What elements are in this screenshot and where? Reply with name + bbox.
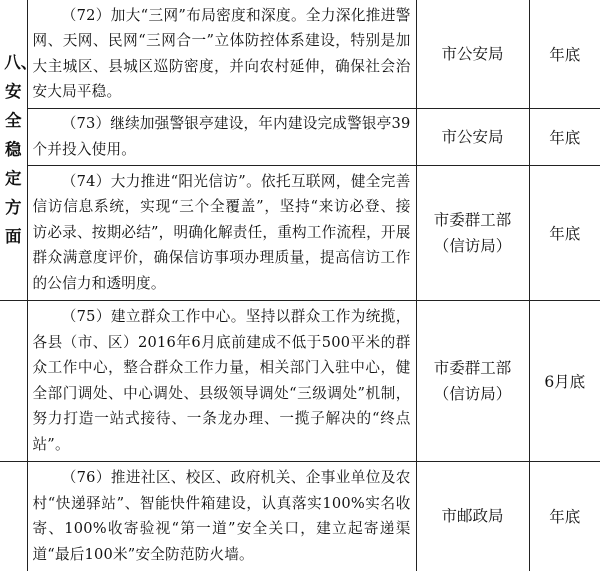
responsible-unit-cell: 市公安局 <box>416 108 529 165</box>
table-row <box>0 300 600 461</box>
deadline-cell: 年底 <box>529 461 600 571</box>
table-row <box>0 108 600 165</box>
task-cell: （74）大力推进“阳光信访”。依托互联网，健全完善信访信息系统，实现“三个全覆盖”，坚持“来访必登、接访必录、按期必结”，明确化解责任，重构工作流程，开展群众满意度评价，确保信访事项办理质量，提高信访工作的公信力和透明度。 <box>27 165 416 300</box>
responsible-unit-cell: 市公安局 <box>416 0 529 108</box>
section-label-cell <box>0 461 27 571</box>
deadline-cell: 年底 <box>529 108 600 165</box>
task-cell: （75）建立群众工作中心。坚持以群众工作为统揽，各县（市、区）2016年6月底前建成不低于500平米的群众工作中心，整合群众工作力量，相关部门入驻中心，健全部门调处、中心调处、县级领导调处“三级调处”机制，努力打造一站式接待、一条龙办理、一揽子解决的“终点站”。 <box>27 300 416 461</box>
table-row <box>0 461 600 571</box>
deadline-cell: 6月底 <box>529 300 600 461</box>
responsible-unit-cell: 市邮政局 <box>416 461 529 571</box>
table-row <box>0 0 600 108</box>
table-row <box>0 165 600 300</box>
deadline-cell: 年底 <box>529 0 600 108</box>
task-cell: （76）推进社区、校区、政府机关、企事业单位及农村“快递驿站”、智能快件箱建设，认真落实100%实名收寄、100%收寄验视“第一道”安全关口，建立起寄递渠道“最后100米”安全防范防火墙。 <box>27 461 416 571</box>
task-cell: （73）继续加强警银亭建设，年内建设完成警银亭39个并投入使用。 <box>27 108 416 165</box>
responsible-unit-cell: 市委群工部（信访局） <box>416 165 529 300</box>
deadline-cell: 年底 <box>529 165 600 300</box>
responsible-unit-cell: 市委群工部（信访局） <box>416 300 529 461</box>
task-cell: （72）加大“三网”布局密度和深度。全力深化推进警网、天网、民网“三网合一”立体防控体系建设，特别是加大主城区、县城区巡防密度，并向农村延伸，确保社会治安大局平稳。 <box>27 0 416 108</box>
section-label: 八、安全稳定方面 <box>4 53 38 247</box>
section-label-cell <box>0 300 27 461</box>
section-label-cell <box>0 0 38 300</box>
